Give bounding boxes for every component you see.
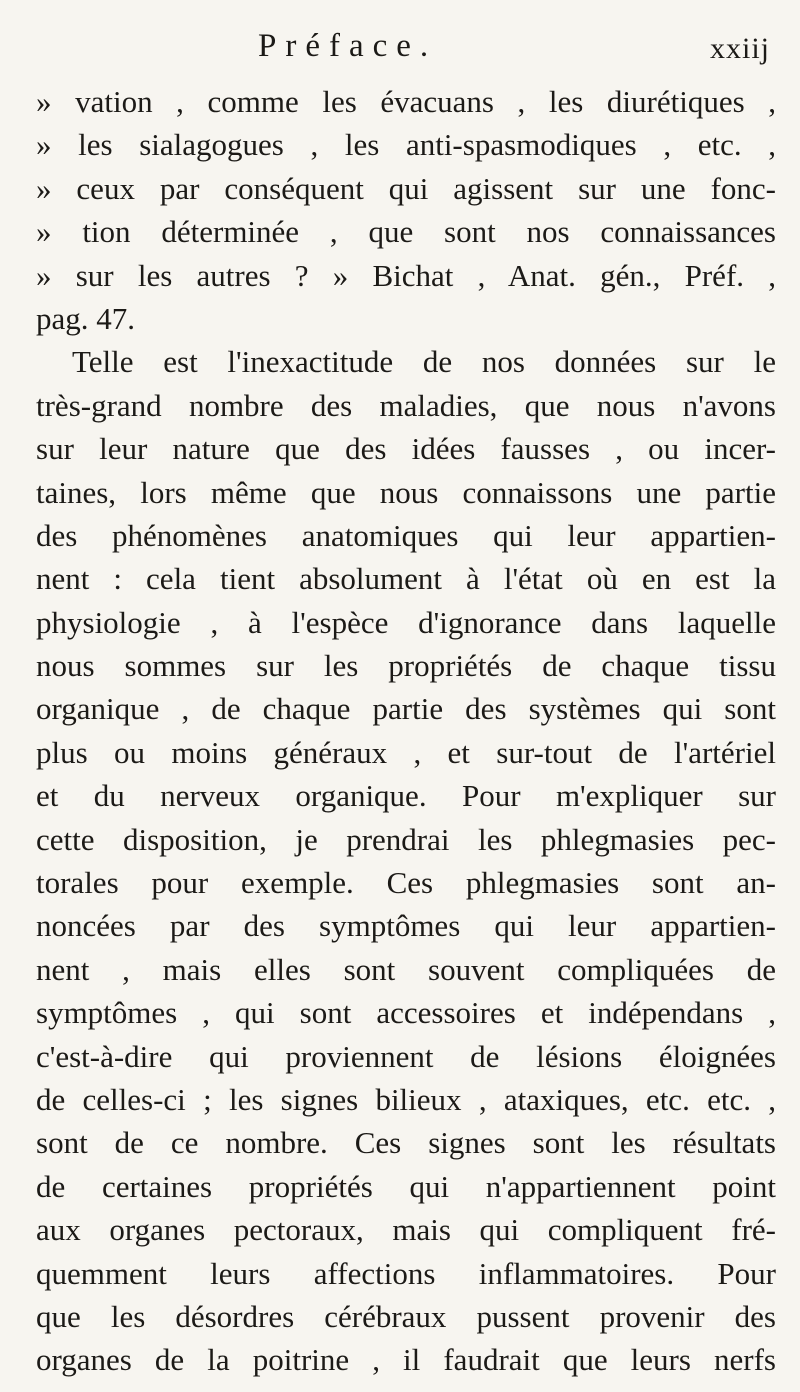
text-line: sur leur nature que des idées fausses , ou incer- — [36, 431, 776, 467]
text-line: torales pour exemple. Ces phlegmasies sont an- — [36, 865, 776, 901]
text-line: de celles-ci ; les signes bilieux , ataxiques, etc. etc. , — [36, 1081, 776, 1117]
text-line: plus ou moins généraux , et sur-tout de l'artériel — [36, 734, 776, 770]
text-line: quemment leurs affections inflammatoires. Pour — [36, 1255, 776, 1291]
running-title: Préface. — [258, 28, 438, 64]
text-line: » ceux par conséquent qui agissent sur une fonc- — [36, 170, 776, 206]
text-line: cette disposition, je prendrai les phlegmasies pec- — [36, 821, 776, 857]
body-text — [36, 80, 776, 1382]
text-line: c'est-à-dire qui proviennent de lésions éloignées — [36, 1038, 776, 1074]
text-line: nous sommes sur les propriétés de chaque tissu — [36, 648, 776, 684]
text-line: noncées par des symptômes qui leur appartien- — [36, 908, 776, 944]
text-line: » sur les autres ? » Bichat , Anat. gén., Préf. , — [36, 257, 776, 293]
text-line: organes de la poitrine , il faudrait que leurs nerfs — [36, 1342, 776, 1378]
text-line: organique , de chaque partie des systèmes qui sont — [36, 691, 776, 727]
page-number: xxiij — [709, 32, 770, 65]
text-line: que les désordres cérébraux pussent provenir des — [36, 1298, 776, 1334]
text-line: des phénomènes anatomiques qui leur appartien- — [36, 517, 776, 553]
text-line: » les sialagogues , les anti-spasmodiques , etc. , — [36, 127, 776, 163]
text-line: taines, lors même que nous connaissons une partie — [36, 474, 776, 510]
text-line: physiologie , à l'espèce d'ignorance dans laquelle — [36, 604, 776, 640]
text-line: » tion déterminée , que sont nos connaissances — [36, 214, 776, 250]
text-line: pag. 47. — [36, 300, 136, 336]
text-line: sont de ce nombre. Ces signes sont les résultats — [36, 1125, 776, 1161]
text-line: nent , mais elles sont souvent compliquées de — [36, 951, 776, 987]
text-line: » vation , comme les évacuans , les diurétiques , — [36, 84, 776, 119]
text-line: très-grand nombre des maladies, que nous n'avons — [36, 387, 776, 423]
paragraph-first-line: Telle est l'inexactitude de nos données sur le — [72, 344, 776, 380]
text-line: symptômes , qui sont accessoires et indépendans , — [36, 995, 776, 1031]
text-line: de certaines propriétés qui n'appartiennent point — [36, 1168, 776, 1204]
text-line: nent : cela tient absolument à l'état où en est la — [36, 561, 776, 597]
text-line: aux organes pectoraux, mais qui compliquent fré- — [36, 1212, 776, 1248]
text-line: et du nerveux organique. Pour m'expliquer sur — [36, 778, 776, 814]
